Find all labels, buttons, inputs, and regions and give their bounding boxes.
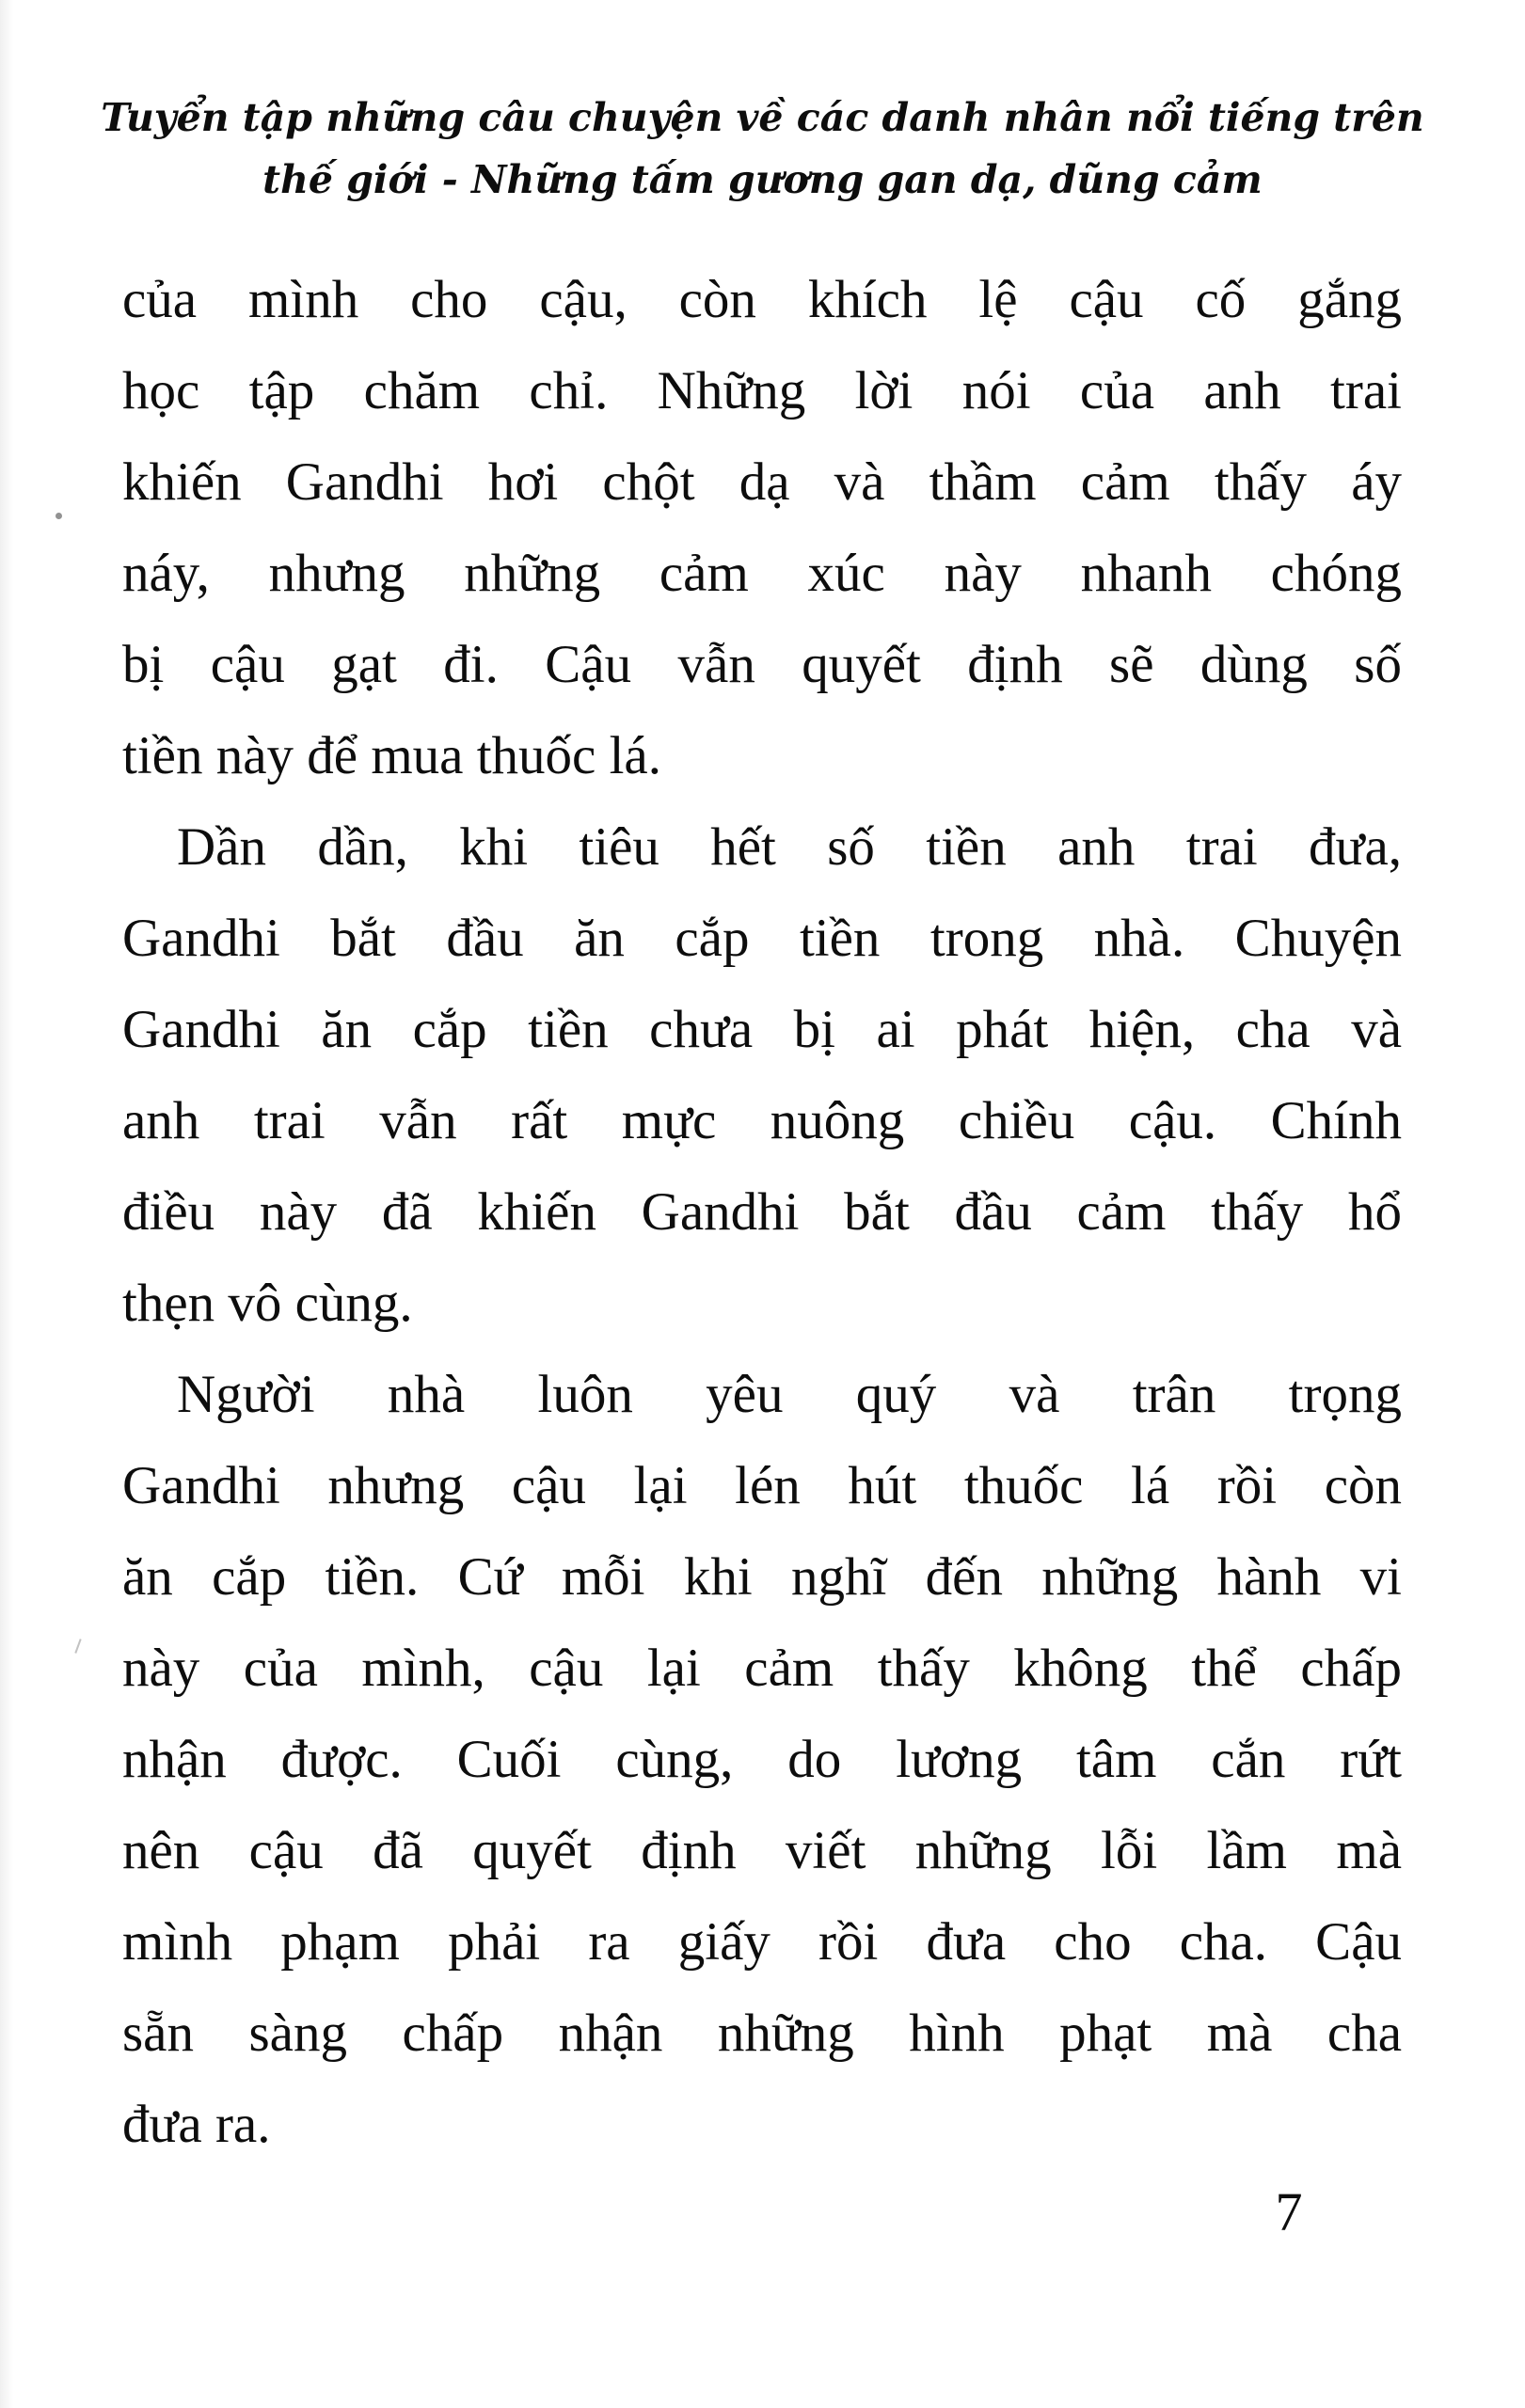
scan-artifact: [74, 1639, 81, 1654]
text-line: ăn cắp tiền. Cứ mỗi khi nghĩ đến những hành vi: [122, 1547, 1402, 1607]
text-line: nên cậu đã quyết định viết những lỗi lầm mà: [122, 1821, 1402, 1880]
running-header: [0, 87, 1525, 211]
text-line: tiền này để mua thuốc lá.: [122, 726, 661, 785]
text-line: của mình cho cậu, còn khích lệ cậu cố gắng: [122, 270, 1402, 329]
paragraph-3: [122, 1349, 1402, 2170]
text-line: Gandhi bắt đầu ăn cắp tiền trong nhà. Chuyện: [122, 909, 1402, 968]
text-line: khiến Gandhi hơi chột dạ và thầm cảm thấy áy: [122, 452, 1402, 512]
text-line: mình phạm phải ra giấy rồi đưa cho cha. Cậu: [122, 1912, 1402, 1972]
text-line: Người nhà luôn yêu quý và trân trọng: [177, 1365, 1402, 1424]
running-header-line-2: thế giới - Những tấm gương gan dạ, dũng cảm: [262, 157, 1263, 202]
text-line: Gandhi nhưng cậu lại lén hút thuốc lá rồi còn: [122, 1456, 1402, 1515]
page-body: [122, 254, 1402, 2170]
text-line: đưa ra.: [122, 2095, 271, 2154]
paragraph-1: [122, 254, 1402, 801]
text-line: điều này đã khiến Gandhi bắt đầu cảm thấy hổ: [122, 1182, 1402, 1242]
text-line: thẹn vô cùng.: [122, 1274, 413, 1333]
page-number: 7: [1275, 2181, 1303, 2242]
text-line: náy, nhưng những cảm xúc này nhanh chóng: [122, 544, 1402, 603]
text-line: Gandhi ăn cắp tiền chưa bị ai phát hiện, cha và: [122, 1000, 1402, 1059]
text-line: sẵn sàng chấp nhận những hình phạt mà cha: [122, 2004, 1402, 2063]
paragraph-2: [122, 801, 1402, 1349]
scan-speck: [56, 513, 62, 519]
text-line: anh trai vẫn rất mực nuông chiều cậu. Chính: [122, 1091, 1402, 1150]
text-line: này của mình, cậu lại cảm thấy không thể chấp: [122, 1639, 1402, 1698]
text-line: bị cậu gạt đi. Cậu vẫn quyết định sẽ dùng số: [122, 635, 1402, 694]
running-header-line-1: Tuyển tập những câu chuyện về các danh nhân nổi tiếng trên: [101, 95, 1424, 140]
text-line: Dần dần, khi tiêu hết số tiền anh trai đưa,: [177, 817, 1402, 877]
page-edge-shadow: [0, 0, 13, 2408]
text-line: học tập chăm chỉ. Những lời nói của anh trai: [122, 361, 1402, 420]
text-line: nhận được. Cuối cùng, do lương tâm cắn rứt: [122, 1730, 1402, 1789]
